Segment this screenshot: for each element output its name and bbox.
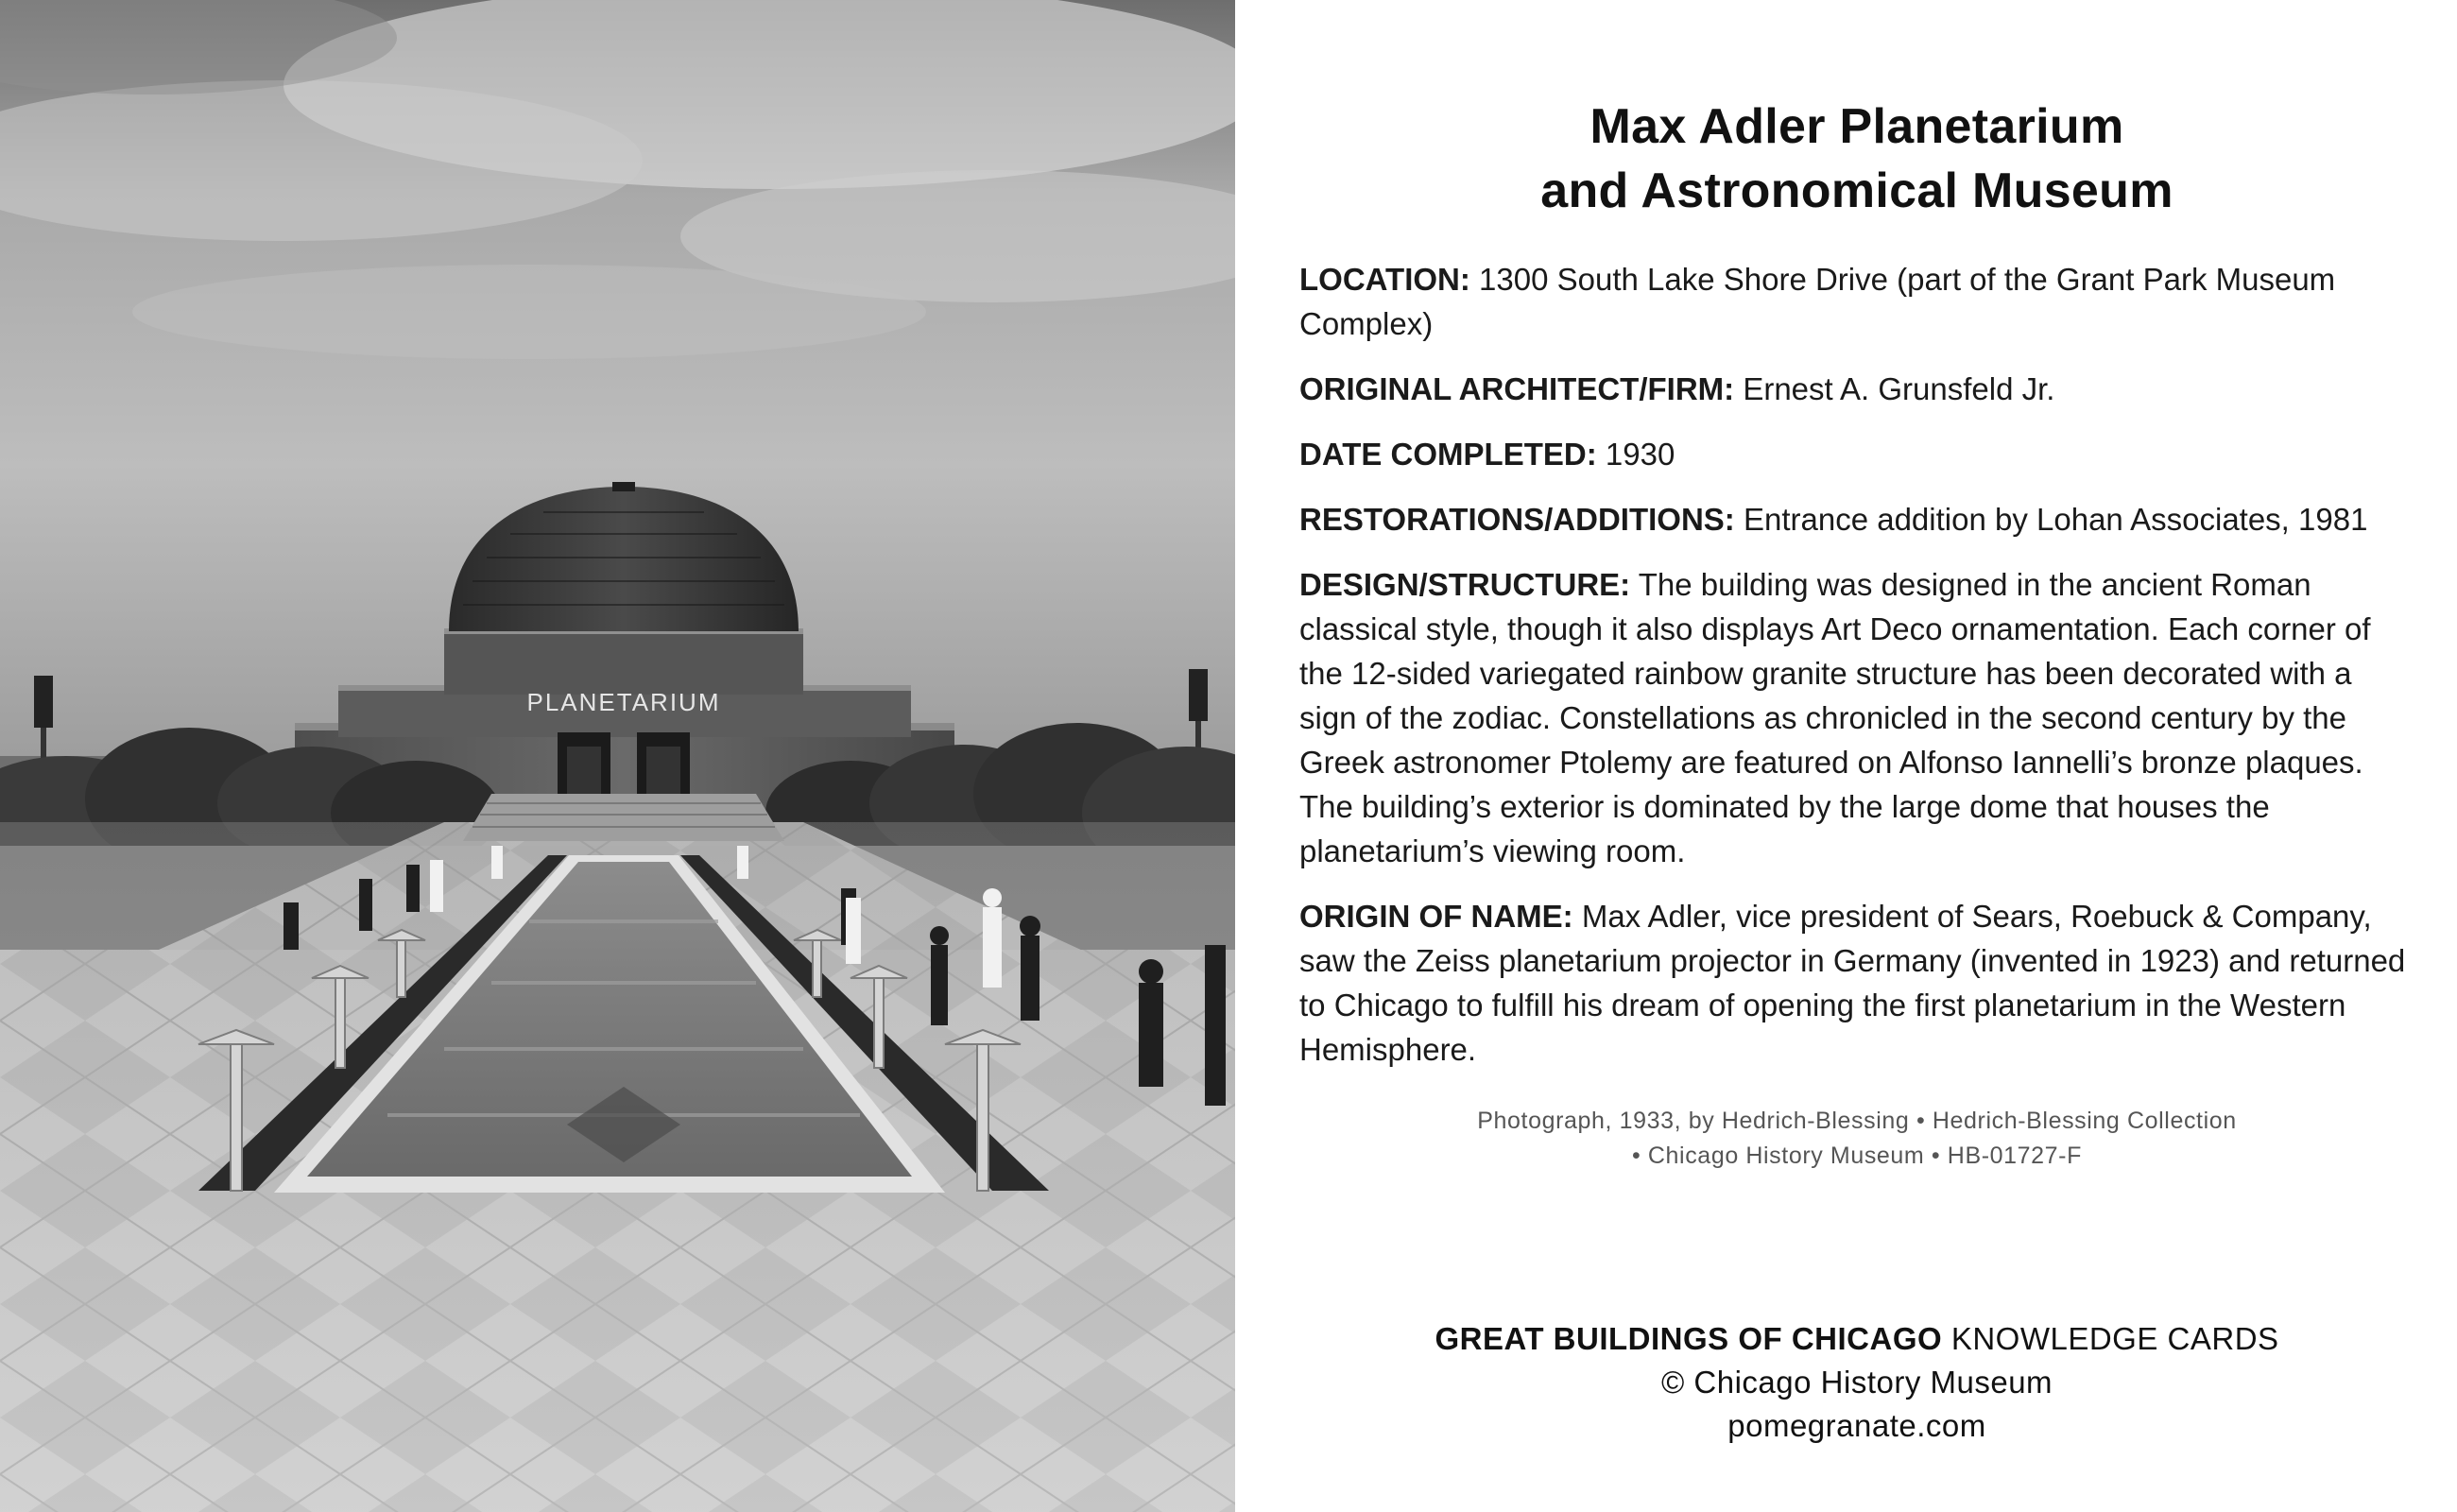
date-completed-label: DATE COMPLETED: <box>1299 437 1597 472</box>
origin-of-name-field <box>1299 894 2414 1072</box>
architect-field <box>1299 367 2414 411</box>
photo-credit-line-2: • Chicago History Museum • HB-01727-F <box>1632 1143 2082 1169</box>
photo-credit <box>1299 1104 2414 1174</box>
design-structure-label: DESIGN/STRUCTURE: <box>1299 567 1631 602</box>
location-label: LOCATION: <box>1299 262 1470 297</box>
architect-label: ORIGINAL ARCHITECT/FIRM: <box>1299 371 1735 406</box>
info-panel <box>1299 94 2414 1174</box>
date-completed-field <box>1299 432 2414 476</box>
series-name-bold: GREAT BUILDINGS OF CHICAGO <box>1435 1321 1943 1356</box>
restorations-field <box>1299 497 2414 541</box>
date-completed-value: 1930 <box>1605 437 1675 472</box>
design-structure-field <box>1299 562 2414 873</box>
design-structure-value: The building was designed in the ancient Roman classical style, though it also displays Art Deco ornamentation. Each corner of the 12-sided variegated rainbow granite structure has been decorated with a sign of the zodiac. Constellations as chronicled in the second century by the Greek astronomer Ptolemy are featured on Alfonso Iannelli’s bronze plaques. The building’s exterior is dominated by the large dome that houses the planetarium’s viewing room. <box>1299 567 2371 868</box>
copyright-line: © Chicago History Museum <box>1660 1365 2053 1400</box>
architect-value: Ernest A. Grunsfeld Jr. <box>1743 371 2055 406</box>
card-title-line-2: and Astronomical Museum <box>1540 163 2174 218</box>
photo-credit-line-1: Photograph, 1933, by Hedrich-Blessing • Hedrich-Blessing Collection <box>1477 1108 2237 1134</box>
website-line: pomegranate.com <box>1727 1408 1986 1443</box>
origin-of-name-label: ORIGIN OF NAME: <box>1299 899 1573 934</box>
location-value: 1300 South Lake Shore Drive (part of the Grant Park Museum Complex) <box>1299 262 2336 341</box>
location-field <box>1299 257 2414 346</box>
series-name <box>1299 1317 2414 1361</box>
planetarium-sign: PLANETARIUM <box>526 688 721 716</box>
card-title <box>1299 94 2414 223</box>
card-title-line-1: Max Adler Planetarium <box>1589 99 2124 154</box>
card-footer <box>1299 1317 2414 1448</box>
restorations-label: RESTORATIONS/ADDITIONS: <box>1299 502 1735 537</box>
restorations-value: Entrance addition by Lohan Associates, 1981 <box>1743 502 2368 537</box>
series-name-rest: KNOWLEDGE CARDS <box>1942 1321 2279 1356</box>
origin-of-name-value: Max Adler, vice president of Sears, Roebuck & Company, saw the Zeiss planetarium projector in Germany (invented in 1923) and returned to Chicago to fulfill his dream of opening the first planetarium in the Western Hemisphere. <box>1299 899 2406 1067</box>
